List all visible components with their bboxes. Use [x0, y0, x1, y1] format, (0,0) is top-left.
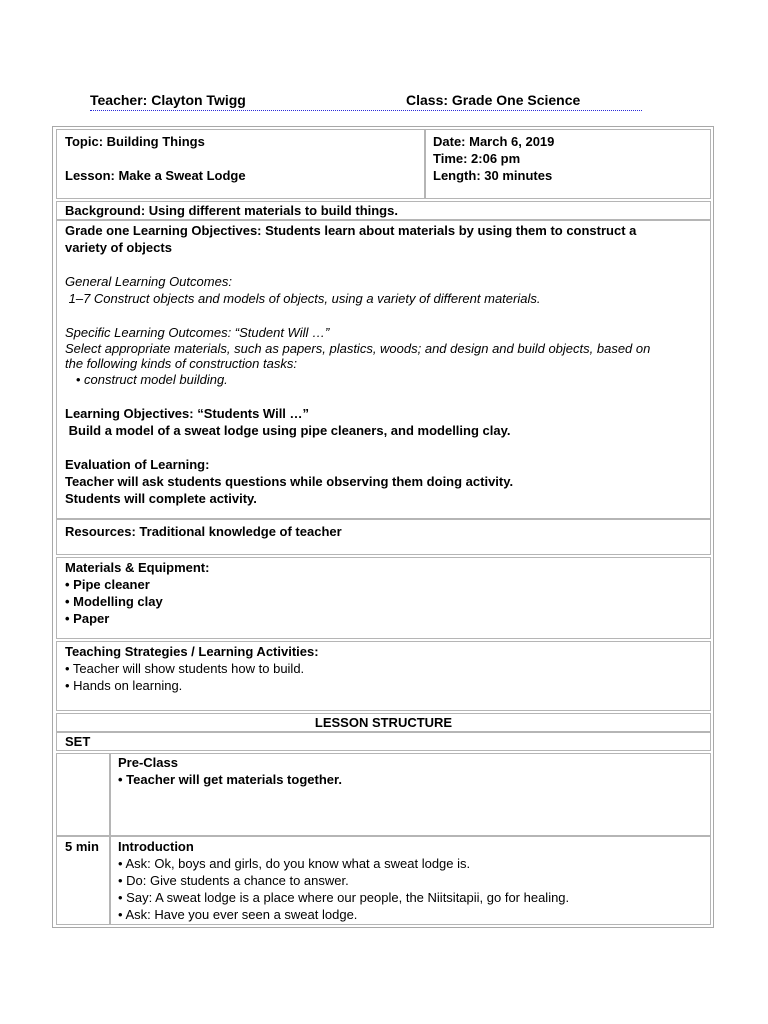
intro-time: 5 min — [65, 839, 99, 854]
teacher-name: Teacher: Clayton Twigg — [90, 92, 246, 108]
materials-item: • Pipe cleaner — [65, 577, 150, 592]
intro-time-cell — [56, 835, 111, 925]
header-line — [90, 92, 642, 111]
specific-outcomes-title: Specific Learning Outcomes: “Student Will …” — [65, 325, 330, 340]
topic-cell — [56, 129, 426, 199]
preclass-item: • Teacher will get materials together. — [118, 772, 342, 787]
date-cell — [424, 129, 711, 199]
learning-objectives-title: Learning Objectives: “Students Will …” — [65, 406, 310, 421]
general-outcomes-text: 1–7 Construct objects and models of objects, using a variety of different materials. — [65, 291, 541, 306]
intro-item: • Ask: Have you ever seen a sweat lodge. — [118, 907, 358, 922]
intro-item: • Ask: Ok, boys and girls, do you know what a sweat lodge is. — [118, 856, 471, 871]
specific-outcomes-text-cont: the following kinds of construction tasks: — [65, 356, 297, 371]
evaluation-text: Teacher will ask students questions while observing them doing activity. — [65, 474, 514, 489]
lesson-plan-table — [52, 126, 714, 928]
strategies-item: • Teacher will show students how to build. — [65, 661, 305, 676]
specific-outcomes-bullet: • construct model building. — [65, 372, 228, 387]
preclass-time-cell — [56, 753, 111, 837]
lesson-text: Lesson: Make a Sweat Lodge — [65, 168, 246, 183]
length-text: Length: 30 minutes — [433, 168, 553, 183]
resources-text: Resources: Traditional knowledge of teacher — [65, 524, 342, 539]
objectives-heading: Grade one Learning Objectives: Students learn about materials by using them to construct a — [65, 223, 637, 238]
materials-item: • Modelling clay — [65, 594, 163, 609]
date-text: Date: March 6, 2019 — [433, 134, 555, 149]
lesson-structure-title: LESSON STRUCTURE — [314, 715, 453, 730]
materials-title: Materials & Equipment: — [65, 560, 210, 575]
intro-title: Introduction — [118, 839, 194, 854]
specific-outcomes-text: Select appropriate materials, such as papers, plastics, woods; and design and build objects, based on — [65, 341, 651, 356]
background-cell — [56, 201, 711, 220]
strategies-cell — [56, 641, 711, 711]
learning-objectives-text: Build a model of a sweat lodge using pipe cleaners, and modelling clay. — [65, 423, 511, 438]
materials-item: • Paper — [65, 611, 110, 626]
general-outcomes-title: General Learning Outcomes: — [65, 274, 232, 289]
intro-item: • Do: Give students a chance to answer. — [118, 873, 349, 888]
strategies-item: • Hands on learning. — [65, 678, 183, 693]
resources-cell — [56, 519, 711, 555]
evaluation-text-cont: Students will complete activity. — [65, 491, 257, 506]
strategies-title: Teaching Strategies / Learning Activities: — [65, 644, 319, 659]
materials-cell — [56, 557, 711, 639]
set-row — [56, 732, 711, 751]
preclass-cell — [109, 753, 711, 837]
topic-text: Topic: Building Things — [65, 134, 205, 149]
preclass-title: Pre-Class — [118, 755, 178, 770]
evaluation-title: Evaluation of Learning: — [65, 457, 210, 472]
time-text: Time: 2:06 pm — [433, 151, 521, 166]
intro-item: • Say: A sweat lodge is a place where our people, the Niitsitapii, go for healing. — [118, 890, 570, 905]
lesson-structure-heading — [56, 713, 711, 732]
objectives-cell — [56, 220, 711, 519]
intro-cell — [109, 835, 711, 925]
set-label: SET — [65, 734, 91, 749]
background-text: Background: Using different materials to build things. — [65, 203, 398, 218]
class-name: Class: Grade One Science — [406, 92, 581, 108]
objectives-heading-cont: variety of objects — [65, 240, 172, 255]
